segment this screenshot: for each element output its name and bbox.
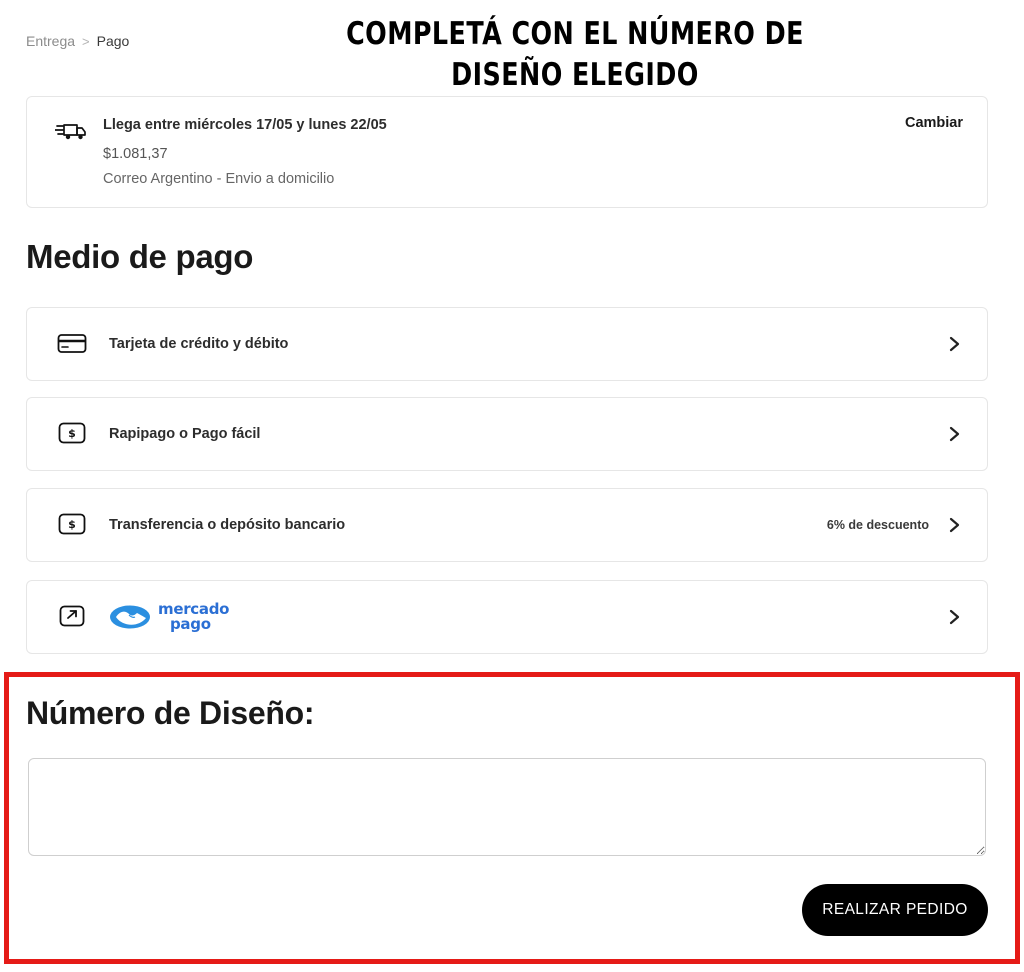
delivery-method: Correo Argentino - Envio a domicilio [103,171,335,187]
payment-option-label: Rapipago o Pago fácil [109,426,261,442]
payment-option-mercadopago[interactable] [26,580,988,654]
payment-option-card[interactable] [26,307,988,381]
mercadopago-handshake-icon [109,603,151,631]
design-number-input[interactable] [28,758,986,856]
chevron-right-icon [945,335,963,353]
payment-option-label: Tarjeta de crédito y débito [109,336,289,352]
breadcrumb [26,34,129,48]
cash-icon [57,421,87,447]
external-link-icon [57,604,87,630]
mercadopago-wordmark [158,602,229,632]
payment-option-transfer[interactable] [26,488,988,562]
design-number-title: Número de Diseño: [26,695,315,731]
chevron-right-icon [945,516,963,534]
delivery-summary-card [26,96,988,208]
mercadopago-word-1: mercado [158,600,230,618]
instruction-line-1: COMPLETÁ CON EL NÚMERO DE DISEÑO ELEGIDO [346,16,804,93]
payment-section-title: Medio de pago [26,238,254,275]
svg-text:$: $ [68,518,76,531]
delivery-eta: Llega entre miércoles 17/05 y lunes 22/05 [103,117,387,133]
chevron-right-icon [945,608,963,626]
place-order-button[interactable]: REALIZAR PEDIDO [802,884,988,936]
breadcrumb-step-entrega[interactable]: Entrega [26,33,76,49]
svg-text:$: $ [68,427,76,440]
cash-icon [57,512,87,538]
mercadopago-logo [109,602,229,632]
payment-option-label: Transferencia o depósito bancario [109,517,346,533]
mercadopago-word-2: pago [170,615,211,633]
truck-icon [55,117,87,143]
delivery-price: $1.081,37 [103,146,168,162]
breadcrumb-separator: > [82,33,90,49]
payment-option-rapipago[interactable] [26,397,988,471]
payment-option-discount-badge: 6% de descuento [826,518,929,532]
delivery-details [103,115,387,189]
change-delivery-button[interactable]: Cambiar [904,115,963,131]
chevron-right-icon [945,425,963,443]
credit-card-icon [57,331,87,357]
breadcrumb-step-pago: Pago [96,33,130,49]
